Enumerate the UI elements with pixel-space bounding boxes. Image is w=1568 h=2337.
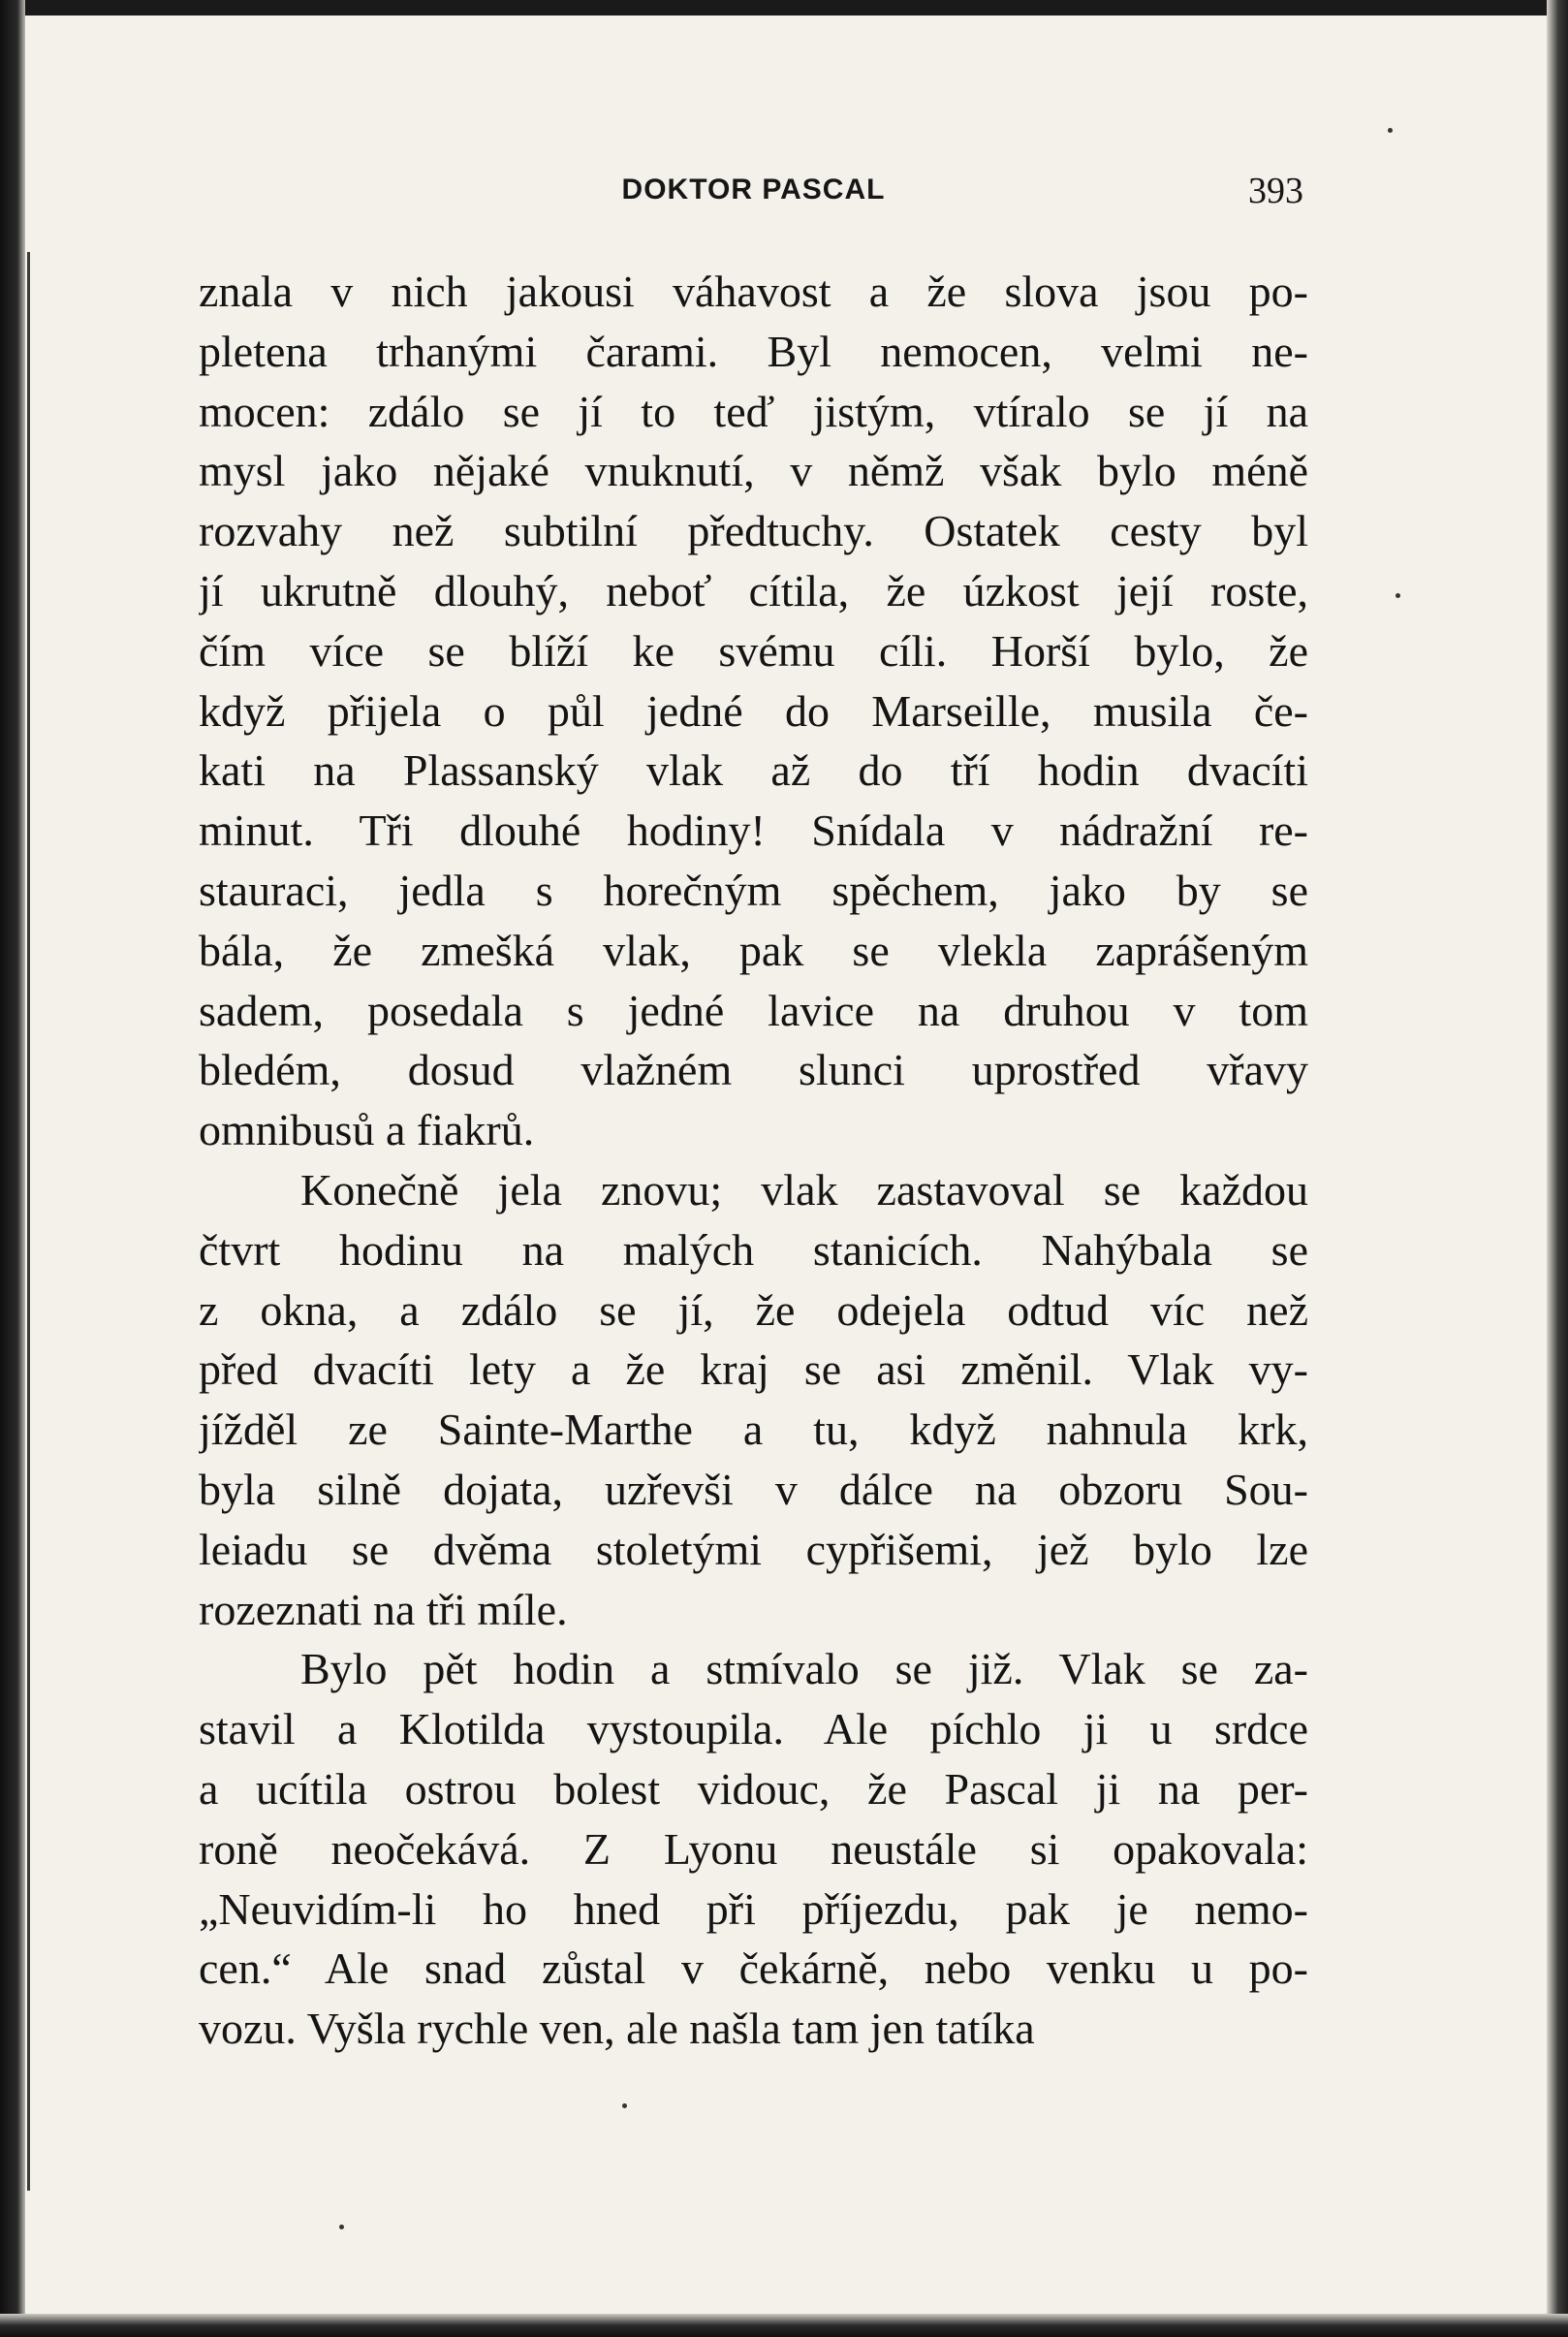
text-line: leiadu se dvěma stoletými cypřišemi, jež bylo lze <box>199 1524 1308 1574</box>
text-line: a ucítila ostrou bolest vidouc, že Pascal ji na per- <box>199 1763 1308 1814</box>
paragraph <box>199 1639 1308 2059</box>
text-line: jí ukrutně dlouhý, neboť cítila, že úzkost její roste, <box>199 565 1308 616</box>
text-line: čím více se blíží ke svému cíli. Horší bylo, že <box>199 625 1308 676</box>
body-text <box>199 262 1308 2059</box>
page-number: 393 <box>1248 171 1303 211</box>
text-line: před dvacíti lety a že kraj se asi změnil. Vlak vy- <box>199 1344 1308 1395</box>
text-line: rozeznati na tři míle. <box>199 1584 568 1634</box>
scan-border-right <box>1547 0 1568 2337</box>
scan-speck <box>339 2225 344 2229</box>
text-line: omnibusů a fiakrů. <box>199 1105 535 1155</box>
running-title: DOKTOR PASCAL <box>621 174 886 205</box>
text-line: mocen: zdálo se jí to teď jistým, vtíralo se jí na <box>199 386 1308 436</box>
text-line: z okna, a zdálo se jí, že odejela odtud víc než <box>199 1284 1308 1335</box>
scan-speck <box>1388 128 1393 133</box>
text-line: minut. Tři dlouhé hodiny! Snídala v nádražní re- <box>199 805 1308 856</box>
paragraph <box>199 262 1308 1160</box>
text-line: rozvahy než subtilní předtuchy. Ostatek cesty byl <box>199 506 1308 556</box>
paragraph <box>199 1160 1308 1639</box>
text-line: „Neuvidím-li ho hned při příjezdu, pak je nemo- <box>199 1883 1308 1934</box>
text-line: sadem, posedala s jedné lavice na druhou v tom <box>199 985 1308 1035</box>
text-line: stavil a Klotilda vystoupila. Ale píchlo ji u srdce <box>199 1704 1308 1754</box>
text-line: byla silně dojata, uzřevši v dálce na obzoru Sou- <box>199 1464 1308 1514</box>
text-line: Bylo pět hodin a stmívalo se již. Vlak se za- <box>300 1644 1308 1694</box>
running-head <box>194 170 1313 212</box>
binding-shadow <box>27 252 30 2191</box>
text-line: stauraci, jedla s horečným spěchem, jako by se <box>199 865 1308 915</box>
text-line: bledém, dosud vlažném slunci uprostřed vřavy <box>199 1045 1308 1095</box>
text-line: cen.“ Ale snad zůstal v čekárně, nebo venku u po- <box>199 1943 1308 1994</box>
scan-border-bottom <box>0 2314 1568 2337</box>
text-line: znala v nich jakousi váhavost a že slova jsou po- <box>199 267 1308 316</box>
scan-border-left <box>0 0 25 2337</box>
scan-speck <box>622 2103 627 2108</box>
text-line: vozu. Vyšla rychle ven, ale našla tam jen tatíka <box>199 2004 1035 2054</box>
scan-border-top <box>0 0 1568 16</box>
text-line: když přijela o půl jedné do Marseille, musila če- <box>199 685 1308 736</box>
text-line: kati na Plassanský vlak až do tří hodin dvacíti <box>199 745 1308 796</box>
text-line: pletena trhanými čarami. Byl nemocen, velmi ne- <box>199 326 1308 376</box>
scan-speck <box>1396 593 1400 598</box>
text-line: mysl jako nějaké vnuknutí, v němž však bylo méně <box>199 446 1308 496</box>
text-line: čtvrt hodinu na malých stanicích. Nahýbala se <box>199 1224 1308 1275</box>
text-line: roně neočekává. Z Lyonu neustále si opakovala: <box>199 1823 1308 1874</box>
text-line: jížděl ze Sainte-Marthe a tu, když nahnula krk, <box>199 1405 1308 1455</box>
text-line: bála, že zmešká vlak, pak se vlekla zaprášeným <box>199 925 1308 975</box>
text-line: Konečně jela znovu; vlak zastavoval se každou <box>300 1164 1308 1215</box>
